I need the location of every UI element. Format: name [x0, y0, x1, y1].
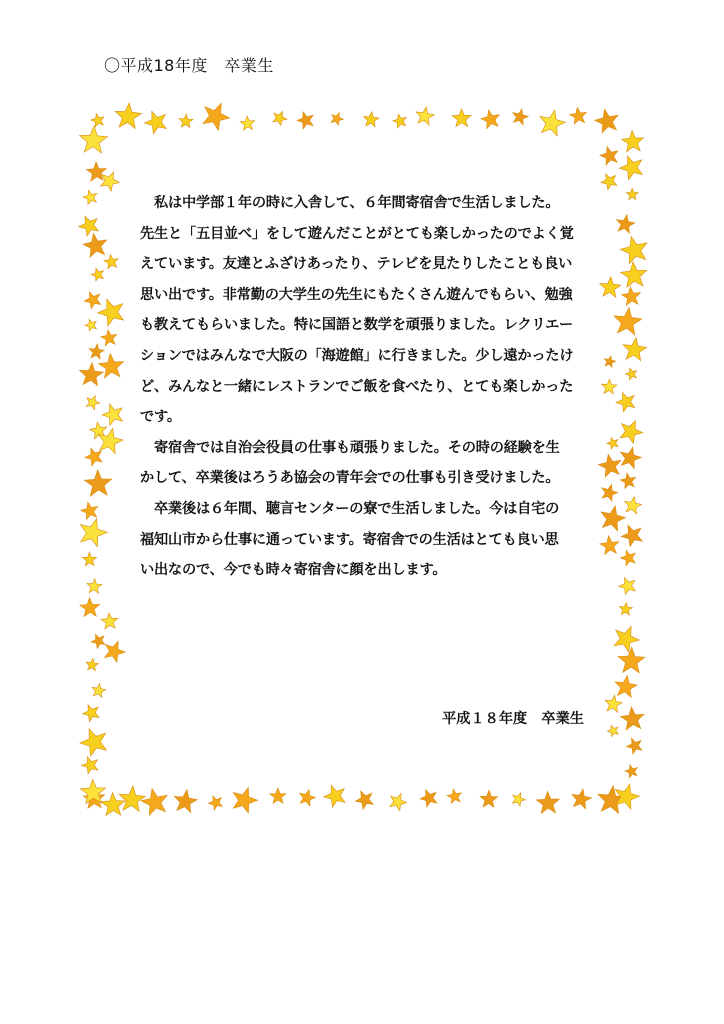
letter-line: ションではみんなで大阪の「海遊館」に行きました。少し遠かったけ	[140, 347, 574, 364]
star-icon	[324, 785, 345, 807]
star-icon	[300, 790, 316, 806]
star-icon	[331, 113, 343, 126]
star-icon	[620, 550, 635, 566]
star-icon	[481, 110, 500, 129]
star-icon	[80, 598, 100, 617]
star-icon	[625, 497, 642, 514]
star-icon	[83, 705, 100, 722]
letter-body	[140, 188, 590, 586]
star-icon	[620, 236, 647, 263]
star-icon	[620, 707, 644, 730]
letter-line: 思い出です。非常勤の大学生の先生にもたくさん遊んでもらい、勉強	[140, 286, 573, 303]
star-icon	[105, 641, 126, 662]
star-icon	[240, 116, 255, 130]
letter-line: えています。友達とふざけあったり、テレビを見たりしたことも良い	[140, 256, 573, 273]
star-icon	[600, 277, 621, 298]
star-icon	[179, 114, 193, 128]
star-icon	[208, 796, 222, 810]
star-icon	[144, 111, 166, 134]
star-icon	[416, 107, 434, 125]
star-icon	[604, 356, 615, 368]
star-icon	[203, 103, 230, 130]
page-heading: 〇平成18年度 卒業生	[104, 56, 274, 75]
star-icon	[101, 330, 117, 346]
star-icon	[91, 114, 104, 127]
star-icon	[141, 789, 167, 816]
star-icon	[80, 519, 107, 547]
star-icon	[616, 392, 635, 412]
star-icon	[115, 103, 141, 129]
star-icon	[447, 789, 461, 804]
signature: 平成１８年度 卒業生	[442, 711, 584, 727]
star-icon	[355, 791, 373, 809]
star-icon	[79, 216, 99, 236]
star-icon	[572, 789, 592, 809]
star-icon	[87, 579, 102, 594]
letter-line: 私は中学部１年の時に入舎して、６年間寄宿舎で生活しました。	[140, 195, 560, 211]
star-icon	[601, 506, 626, 531]
star-icon	[618, 647, 645, 673]
star-icon	[513, 109, 529, 125]
star-icon	[623, 338, 647, 361]
star-icon	[80, 126, 108, 153]
star-icon	[101, 613, 118, 629]
star-icon	[620, 473, 635, 489]
star-icon	[540, 110, 566, 136]
star-icon	[512, 793, 525, 807]
star-icon	[85, 448, 102, 466]
star-icon	[83, 190, 97, 204]
star-icon	[80, 363, 104, 386]
letter-line: 福知山市から仕事に通っています。寄宿舎での生活はとても良い思	[140, 531, 559, 548]
star-icon	[602, 484, 618, 501]
star-icon	[622, 287, 641, 306]
star-icon	[621, 262, 647, 288]
star-icon	[621, 447, 642, 468]
star-icon	[98, 354, 123, 379]
letter-line: も教えてもらいました。特に国語と数学を頑張りました。レクリエー	[140, 317, 574, 334]
star-icon	[625, 765, 638, 778]
star-icon	[536, 791, 559, 813]
star-icon	[82, 552, 96, 566]
star-icon	[480, 790, 498, 807]
star-icon	[595, 109, 619, 133]
star-icon	[102, 404, 123, 425]
star-icon	[602, 379, 617, 394]
star-icon	[390, 794, 407, 811]
star-icon	[614, 307, 642, 335]
star-icon	[84, 470, 111, 496]
star-icon	[82, 757, 98, 774]
star-icon	[86, 396, 100, 410]
star-icon	[626, 738, 642, 754]
star-icon	[89, 344, 104, 359]
star-icon	[91, 634, 105, 648]
letter-line: 寄宿舎では自治会役員の仕事も頑張りました。その時の経験を生	[140, 439, 560, 456]
star-icon	[364, 112, 379, 127]
star-icon	[98, 299, 124, 326]
star-icon	[393, 114, 406, 128]
star-icon	[620, 420, 643, 443]
star-icon	[621, 525, 642, 547]
star-icon	[614, 626, 639, 652]
star-icon	[83, 233, 107, 257]
letter-line: ど、みんなと一緒にレストランでご飯を食べたり、とても楽しかった	[140, 378, 574, 395]
star-icon	[420, 790, 437, 808]
letter-line: 先生と「五目並べ」をして遊んだことがとても楽しかったのでよく覚	[140, 225, 574, 242]
star-icon	[174, 790, 197, 813]
star-icon	[625, 368, 636, 380]
star-icon	[273, 111, 287, 125]
star-icon	[86, 162, 106, 181]
star-icon	[92, 684, 106, 698]
star-icon	[617, 215, 635, 234]
star-icon	[85, 319, 97, 331]
star-icon	[84, 292, 101, 309]
star-icon	[452, 109, 471, 127]
letter-line: かして、卒業後はろうあ協会の青年会での仕事も引き受けました。	[140, 470, 560, 487]
star-icon	[601, 174, 617, 190]
star-icon	[86, 658, 98, 670]
letter-line: 卒業後は６年間、聴言センターの寮で生活しました。今は自宅の	[140, 500, 560, 517]
star-icon	[570, 107, 587, 124]
star-icon	[622, 131, 644, 152]
star-icon	[615, 675, 637, 697]
star-icon	[607, 725, 618, 737]
star-icon	[100, 172, 119, 191]
letter-line: い出なので、今でも時々寄宿舎に顔を出します。	[140, 562, 447, 579]
star-icon	[626, 188, 638, 199]
star-icon	[598, 454, 621, 477]
star-icon	[297, 112, 313, 129]
star-icon	[619, 156, 642, 180]
star-icon	[104, 255, 118, 269]
letter-line: です。	[140, 409, 181, 426]
star-icon	[605, 695, 622, 712]
star-icon	[607, 437, 618, 449]
star-icon	[233, 788, 257, 814]
star-icon	[600, 536, 619, 555]
star-icon	[270, 788, 286, 804]
star-icon	[81, 502, 98, 519]
star-icon	[80, 729, 107, 757]
star-icon	[619, 577, 636, 594]
star-icon	[119, 786, 145, 812]
star-icon	[600, 147, 618, 166]
star-icon	[619, 603, 632, 616]
star-icon	[91, 268, 103, 281]
